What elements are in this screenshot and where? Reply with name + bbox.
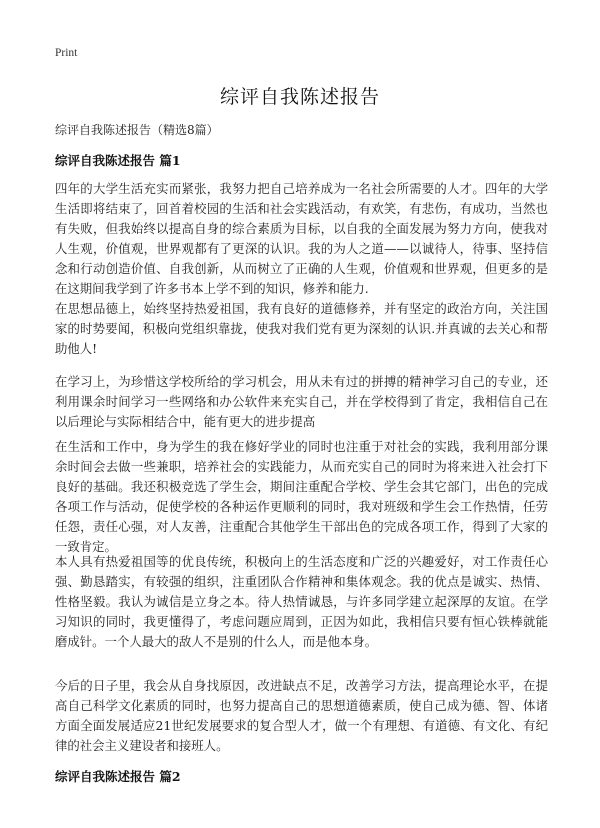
document-subtitle: 综评自我陈述报告（精选8篇） bbox=[55, 123, 219, 137]
paragraph-4: 在生活和工作中，身为学生的我在修好学业的同时也注重于对社会的实践，我利用部分课余时间会去做一些兼职，培养社会的实践能力，从而充实自己的同时为将来进入社会打下良好的基础。我还积极竞选了学生会，期间注重配合学校、学生会其它部门，出色的完成各项工作与活动，促使学校的各种运作更顺利的同时，我对班级和学生会工作热情，任劳任怨，责任心强，对人友善，注重配合其他学生干部出色的完成各项工作，得到了大家的一致肯定。 bbox=[55, 439, 548, 554]
paragraph-5: 本人具有热爱祖国等的优良传统，积极向上的生活态度和广泛的兴趣爱好，对工作责任心强、勤恳踏实，有较强的组织，注重团队合作精神和集体观念。我的优点是诚实、热情、性格坚毅。我认为诚信是立身之本。待人热情诚恳，与许多同学建立起深厚的友谊。在学习知识的同时，我更懂得了，考虑问题应周到，正因为如此，我相信只要有恒心铁棒就能磨成针。一个人最大的敌人不是别的什么人，而是他本身。 bbox=[55, 554, 548, 649]
section-heading-1: 综评自我陈述报告 篇1 bbox=[55, 153, 181, 168]
paragraph-6: 今后的日子里，我会从自身找原因，改进缺点不足，改善学习方法，提高理论水平，在提高自己科学文化素质的同时，也努力提高自己的思想道德素质，使自己成为德、智、体诸方面全面发展适应21世纪发展要求的复合型人才，做一个有理想、有道德、有文化、有纪律的社会主义建设者和接班人。 bbox=[55, 678, 548, 753]
paragraph-3: 在学习上，为珍惜这学校所给的学习机会，用从未有过的拼搏的精神学习自己的专业，还利用课余时间学习一些网络和办公软件来充实自己，并在学校得到了肯定，我相信自己在以后理论与实际相结合中，能有更大的进步提高 bbox=[55, 374, 548, 429]
section-heading-2: 综评自我陈述报告 篇2 bbox=[55, 769, 181, 784]
print-link[interactable]: Print bbox=[55, 47, 78, 59]
paragraph-2: 在思想品德上，始终坚持热爱祖国，我有良好的道德修养，并有坚定的政治方向，关注国家的时势要闻，积极向党组织靠拢，使我对我们党有更为深刻的认识.并真诚的去关心和帮助他人! bbox=[55, 301, 548, 356]
page-title: 综评自我陈述报告 bbox=[219, 86, 380, 108]
paragraph-1: 四年的大学生活充实而紧张，我努力把自己培养成为一名社会所需要的人才。四年的大学生活即将结束了，回首着校园的生活和社会实践活动，有欢笑，有悲伤，有成功，当然也有失败，但我始终以提高自身的综合素质为目标，以自我的全面发展为努力方向，使我对人生观，价值观，世界观都有了更深的认识。我的为人之道——以诚待人，待事、坚持信念和行动创造价值、自我创新，从而树立了正确的人生观，价值观和世界观，但更多的是在这期间我学到了许多书本上学不到的知识，修养和能力. bbox=[55, 181, 548, 296]
